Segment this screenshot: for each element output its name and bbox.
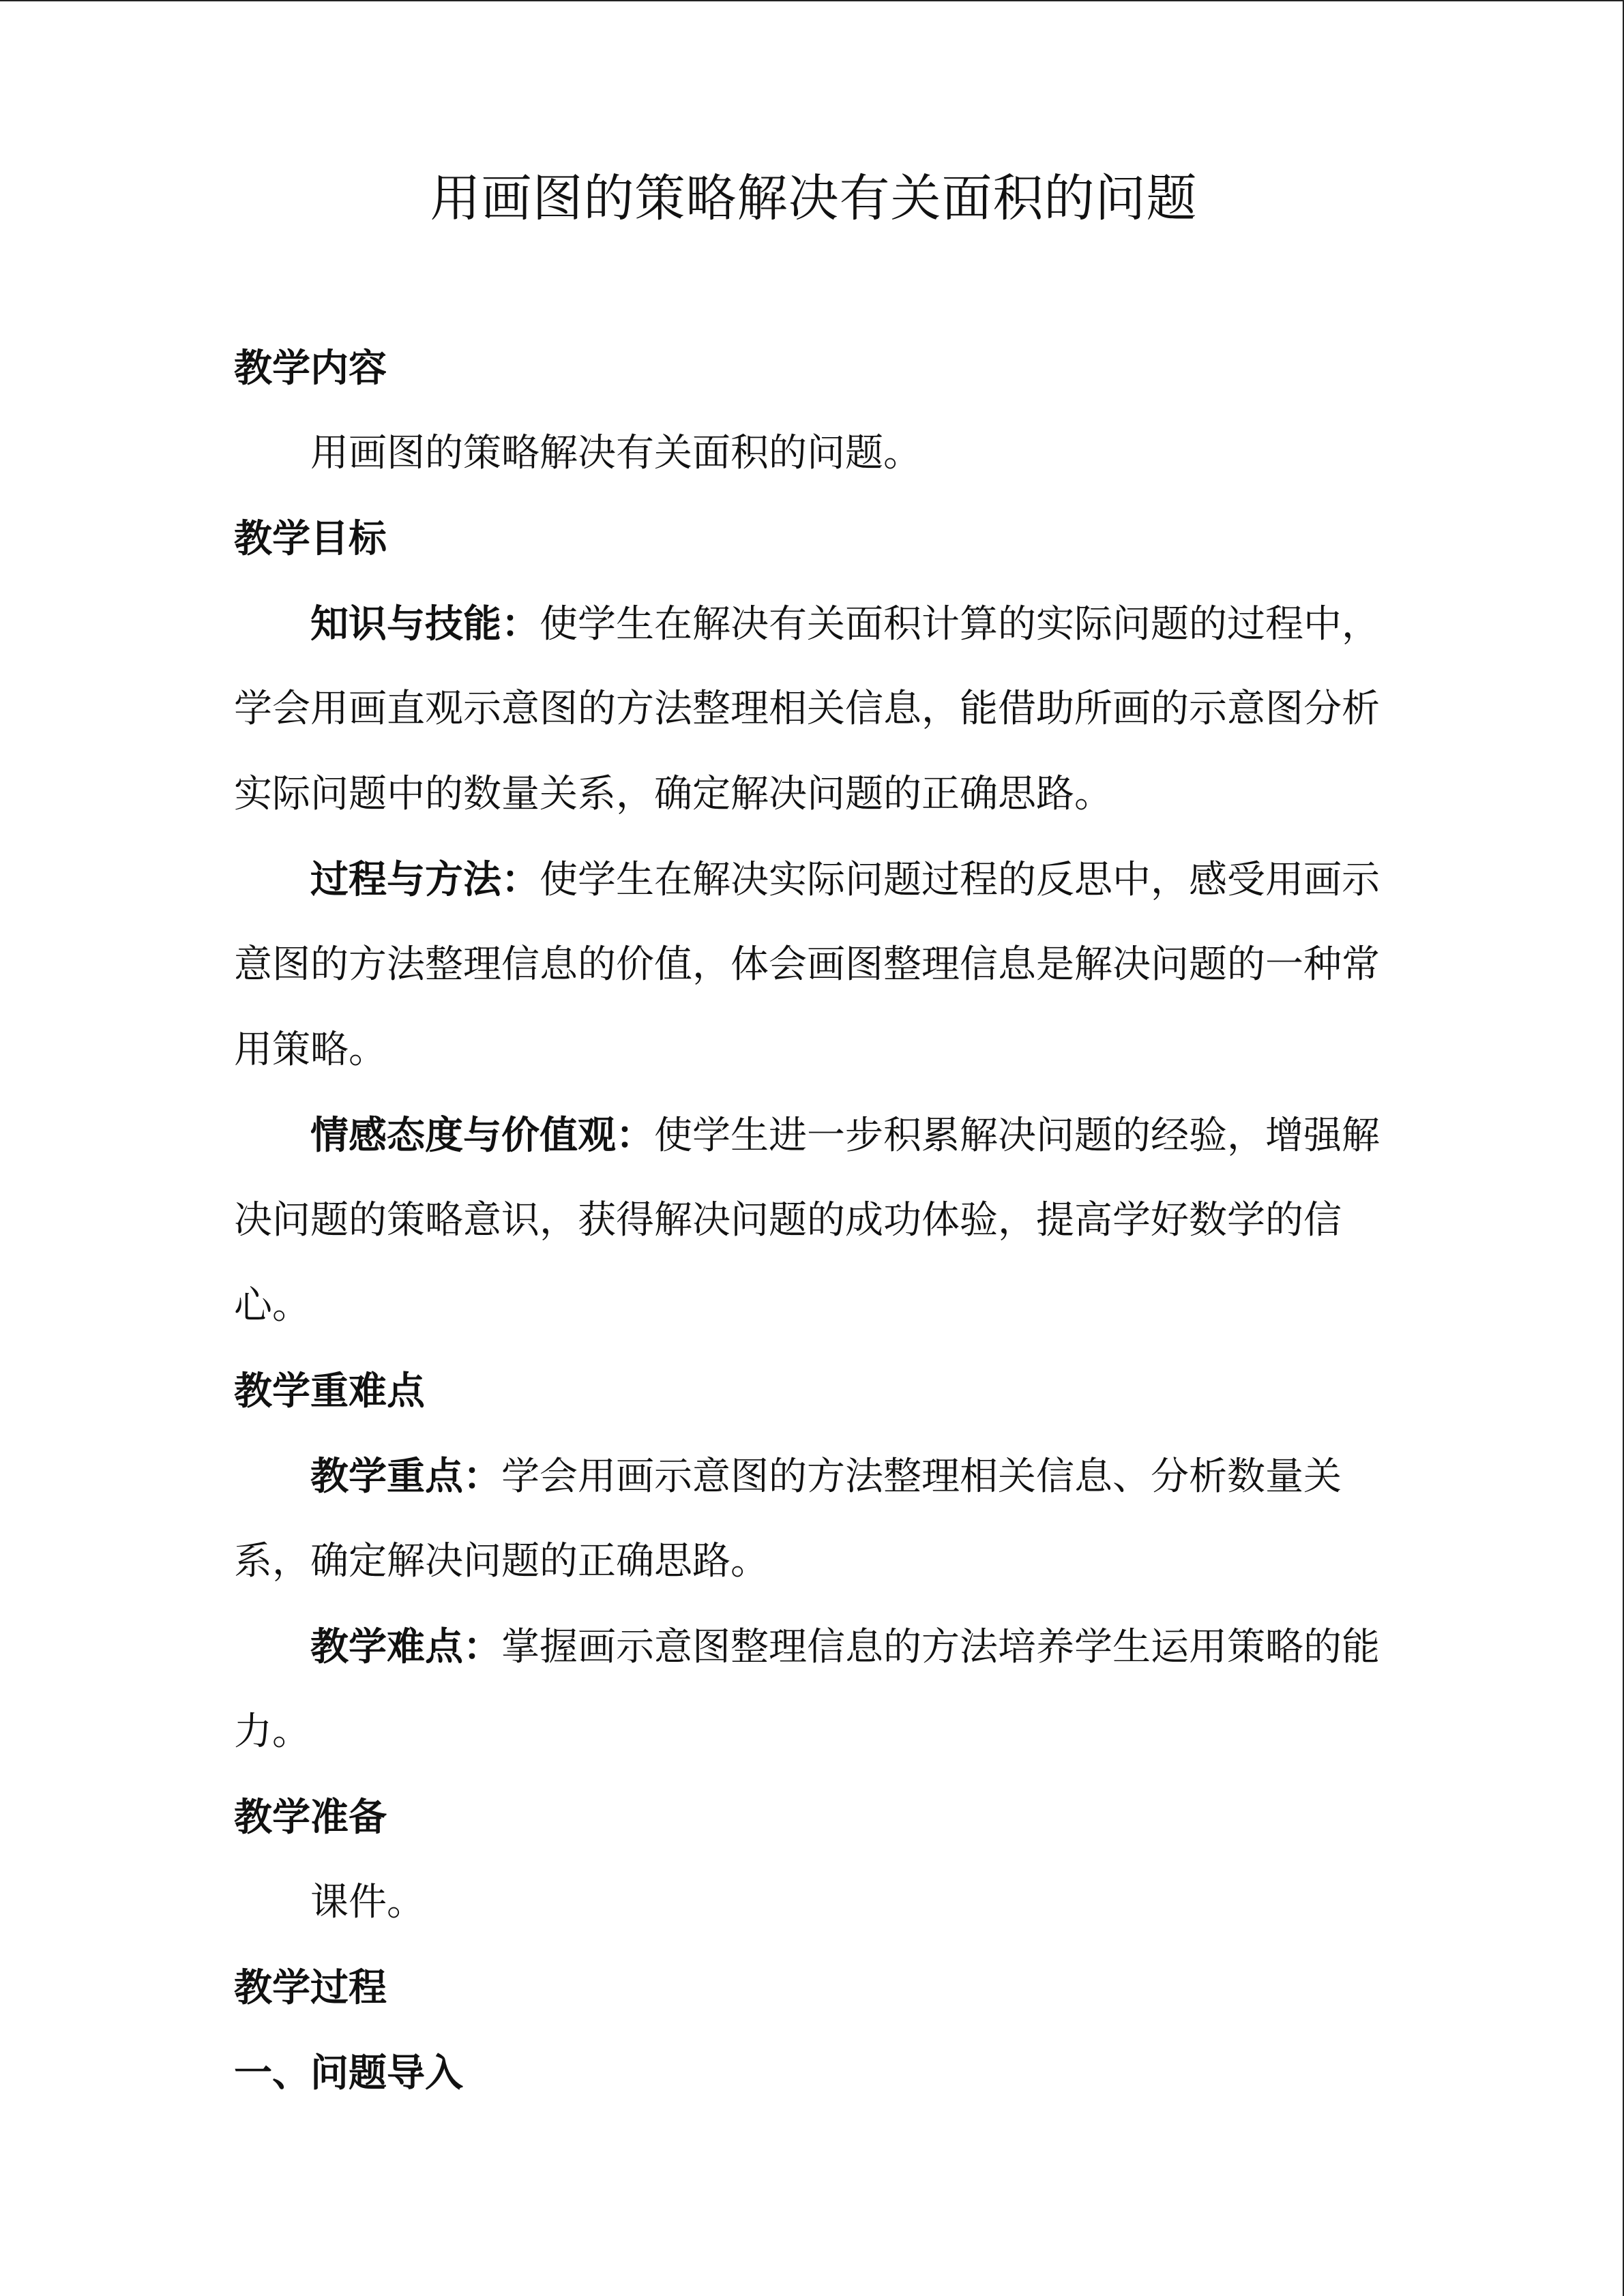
goal-process-line-2: 意图的方法整理信息的价值，体会画图整理信息是解决问题的一种常 <box>234 942 1380 987</box>
teaching-content-text: 用画图的策略解决有关面积的问题。 <box>310 431 921 475</box>
heading-teaching-content: 教学内容 <box>234 346 387 391</box>
goal-knowledge-text-1: 使学生在解决有关面积计算的实际问题的过程中， <box>540 602 1380 646</box>
difficult-point-line-1 <box>310 1620 1380 1675</box>
goal-process-text-1: 使学生在解决实际问题过程的反思中，感受用画示 <box>540 858 1380 902</box>
goal-emotion-line-1 <box>310 1108 1380 1163</box>
heading-teaching-process: 教学过程 <box>234 1965 387 2010</box>
heading-teaching-goals: 教学目标 <box>234 516 387 561</box>
goal-knowledge-line-2: 学会用画直观示意图的方法整理相关信息，能借助所画的示意图分析 <box>234 687 1380 731</box>
difficult-point-label: 教学难点： <box>310 1624 501 1669</box>
goal-emotion-text-1: 使学生进一步积累解决问题的经验，增强解 <box>654 1114 1380 1158</box>
difficult-point-text-1: 掌握画示意图整理信息的方法培养学生运用策略的能 <box>501 1625 1380 1669</box>
heading-step-1: 一、问题导入 <box>234 2051 463 2096</box>
goal-knowledge-line-1 <box>310 597 1380 652</box>
heading-key-points: 教学重难点 <box>234 1369 425 1414</box>
difficult-point-line-2: 力。 <box>234 1710 310 1754</box>
heading-teaching-prep: 教学准备 <box>234 1795 387 1840</box>
document-title: 用画图的策略解决有关面积的问题 <box>430 169 1198 228</box>
goal-process-line-1 <box>310 852 1380 908</box>
key-point-label: 教学重点： <box>310 1454 501 1499</box>
goal-process-label: 过程与方法： <box>310 857 540 902</box>
teaching-prep-text: 课件。 <box>310 1880 425 1924</box>
goal-process-line-3: 用策略。 <box>234 1028 387 1072</box>
key-point-text-1: 学会用画示意图的方法整理相关信息、分析数量关 <box>501 1455 1342 1499</box>
goal-emotion-label: 情感态度与价值观： <box>310 1113 654 1158</box>
goal-knowledge-label: 知识与技能： <box>310 601 540 646</box>
key-point-line-2: 系，确定解决问题的正确思路。 <box>234 1539 769 1583</box>
goal-emotion-line-3: 心。 <box>234 1283 310 1328</box>
goal-emotion-line-2: 决问题的策略意识，获得解决问题的成功体验，提高学好数学的信 <box>234 1198 1342 1242</box>
goal-knowledge-line-3: 实际问题中的数量关系，确定解决问题的正确思路。 <box>234 772 1112 816</box>
key-point-line-1 <box>310 1449 1342 1504</box>
